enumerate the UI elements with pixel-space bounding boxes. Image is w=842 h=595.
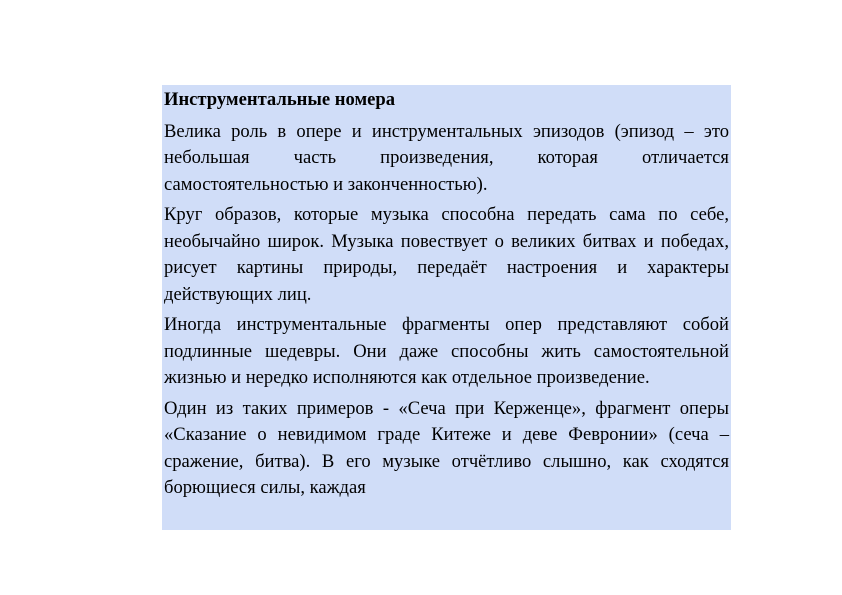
paragraph-masterpieces: Иногда инструментальные фрагменты опер представляют собой подлинные шедевры. Они даже способны жить самостоятельной жизнью и нередко исполняются как отдельное произведение. xyxy=(164,314,729,388)
paragraph-example: Один из таких примеров - «Сеча при Керженце», фрагмент оперы «Сказание о невидимом граде Китеже и деве Февронии» (сеча – сражение, битва). В его музыке отчётливо слышно, как сходятся борющиеся силы, каждая xyxy=(164,397,729,498)
section-heading: Инструментальные номера xyxy=(164,89,395,110)
paragraph-intro: Велика роль в опере и инструментальных эпизодов (эпизод – это небольшая часть произведения, которая отличается самостоятельностью и законченностью). xyxy=(164,120,729,195)
text-block xyxy=(162,85,731,530)
paragraph-imagery: Круг образов, которые музыка способна передать сама по себе, необычайно широк. Музыка повествует о великих битвах и победах, рисует картины природы, передаёт настроения и характеры действующих лиц. xyxy=(164,204,729,305)
